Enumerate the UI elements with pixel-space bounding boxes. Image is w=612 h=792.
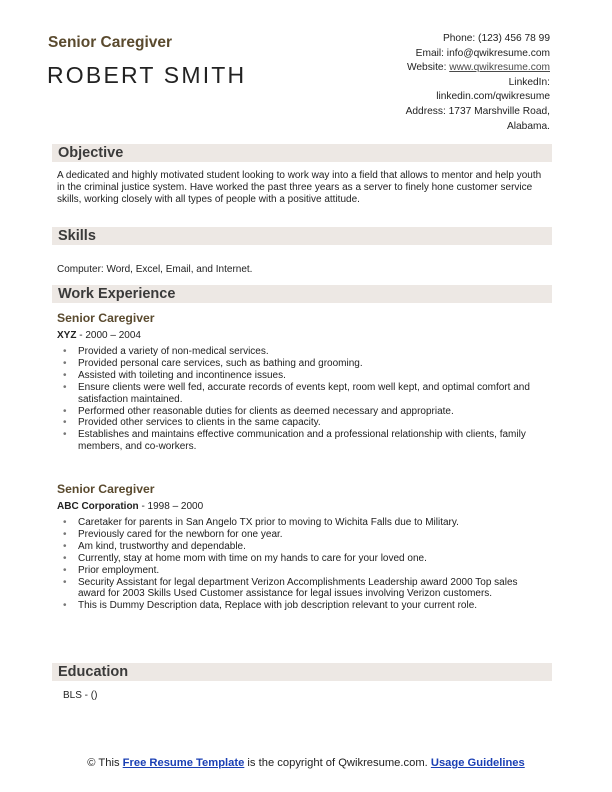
header-job-title: Senior Caregiver (48, 34, 173, 51)
list-item: • Caretaker for parents in San Angelo TX prior to moving to Wichita Falls due to Military. (62, 517, 542, 529)
footer-middle: is the copyright of Qwikresume.com. (244, 757, 431, 769)
objective-text: A dedicated and highly motivated student looking to work way into a field that allows to mentor and help youth in the criminal justice system. Have worked the past three years as a server to finely hone customer service skills, working closely with all types of people with a positive attitude. (57, 170, 542, 205)
list-item: • Provided a variety of non-medical services. (62, 346, 542, 358)
contact-email: Email: info@qwikresume.com (415, 47, 550, 59)
contact-linkedin-label: LinkedIn: (508, 76, 550, 88)
contact-block (310, 32, 550, 134)
contact-website (310, 61, 550, 76)
list-item: • This is Dummy Description data, Replace with job description relevant to your current role. (62, 600, 542, 612)
company-name-2: ABC Corporation (57, 501, 139, 512)
skills-text: Computer: Word, Excel, Email, and Internet. (57, 264, 253, 275)
job-bullets-1 (62, 346, 542, 453)
job-dates-1: - 2000 – 2004 (76, 330, 141, 341)
job-title-1: Senior Caregiver (57, 311, 155, 325)
job-bullets-2 (62, 517, 542, 612)
job-title-2: Senior Caregiver (57, 482, 155, 496)
objective-section-header (52, 144, 552, 162)
list-item: • Previously cared for the newborn for one year. (62, 529, 542, 541)
list-item: • Provided personal care services, such as bathing and grooming. (62, 358, 542, 370)
job-company-1 (57, 330, 141, 341)
education-heading: Education (58, 664, 129, 680)
list-item: • Security Assistant for legal department Verizon Accomplishments Leadership award 2000 Top sales award for 2003 Skills Used Customer assistance for legal issues involving Verizon customers. (62, 577, 542, 601)
contact-phone: Phone: (123) 456 78 99 (442, 33, 550, 44)
list-item: • Am kind, trustworthy and dependable. (62, 541, 542, 553)
education-text: BLS - () (63, 690, 98, 701)
website-link[interactable]: www.qwikresume.com (449, 62, 550, 74)
candidate-name: ROBERT SMITH (47, 62, 247, 88)
work-section-header (52, 285, 552, 303)
job-dates-2: - 1998 – 2000 (138, 501, 204, 512)
list-item: • Establishes and maintains effective communication and a professional relationship with clients, family members, and co-workers. (62, 429, 542, 453)
usage-guidelines-link[interactable]: Usage Guidelines (430, 757, 525, 769)
footer-prefix: © This (87, 757, 123, 769)
free-resume-template-link[interactable]: Free Resume Template (122, 757, 245, 769)
skills-heading: Skills (58, 228, 96, 244)
contact-address-line2: Alabama. (506, 120, 550, 132)
contact-linkedin-url: linkedin.com/qwikresume (436, 91, 550, 103)
work-heading: Work Experience (58, 286, 176, 302)
company-name-1: XYZ (57, 330, 77, 341)
list-item: • Assisted with toileting and incontinence issues. (62, 370, 542, 382)
contact-address-line1: Address: 1737 Marshville Road, (405, 105, 550, 117)
objective-heading: Objective (58, 145, 124, 161)
list-item: • Ensure clients were well fed, accurate records of events kept, room well kept, and optimal comfort and satisfaction maintained. (62, 382, 542, 406)
list-item: • Currently, stay at home mom with time on my hands to care for your loved one. (62, 553, 542, 565)
skills-section-header (52, 227, 552, 245)
job-company-2 (57, 501, 203, 512)
copyright-footer (0, 757, 612, 770)
website-label: Website: (406, 62, 450, 74)
list-item: • Provided other services to clients in the same capacity. (62, 417, 542, 429)
education-section-header (52, 663, 552, 681)
list-item: • Prior employment. (62, 565, 542, 577)
list-item: • Performed other reasonable duties for clients as deemed necessary and appropriate. (62, 406, 542, 418)
